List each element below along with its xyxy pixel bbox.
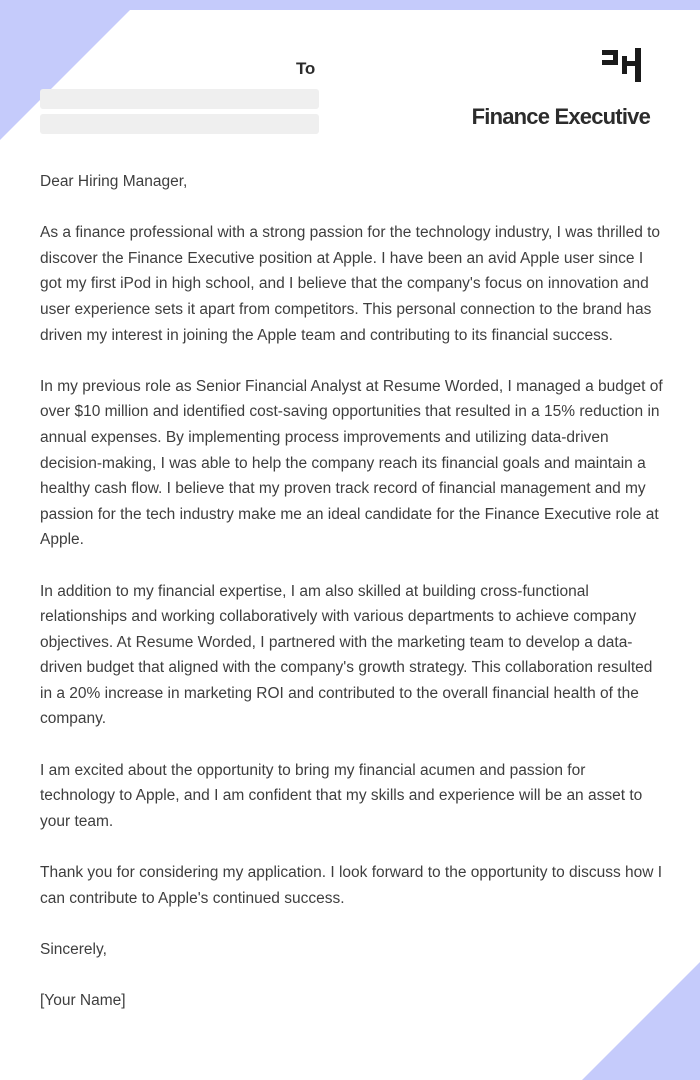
brand-logo-icon — [600, 46, 646, 84]
recipient-name-placeholder — [40, 89, 319, 109]
closing: Sincerely, — [40, 940, 107, 958]
letter-paragraph: As a finance professional with a strong passion for the technology industry, I was thrilled to discover the Finance Executive position at Apple. I have been an avid Apple user since I got my first iPod in high school, and I believe that the company's focus on innovation and user experience sets it apart from competitors. This personal connection to the brand has driven my interest in joining the Apple team and contributing to its financial success. — [40, 224, 661, 344]
letter-paragraph: In addition to my financial expertise, I am also skilled at building cross-functional relationships and working collaboratively with various departments to achieve company objectives. At Resume Worded, I partnered with the marketing team to develop a data-driven budget that aligned with the company's growth strategy. This collaboration resulted in a 20% increase in marketing ROI and contributed to the overall financial health of the company. — [40, 582, 653, 728]
letter-paragraph: Thank you for considering my application. I look forward to the opportunity to discuss how I can contribute to Apple's continued success. — [40, 864, 663, 907]
letter-paragraph: In my previous role as Senior Financial Analyst at Resume Worded, I managed a budget of over $10 million and identified cost-saving opportunities that resulted in a 15% reduction in annual expenses. By implementing process improvements and utilizing data-driven decision-making, I was able to help the company reach its financial goals and maintain a healthy cash flow. I believe that my proven track record of financial management and my passion for the tech industry make me an ideal candidate for the Finance Executive role at Apple. — [40, 377, 663, 549]
recipient-address-placeholder — [40, 114, 319, 134]
letter-paragraph: I am excited about the opportunity to bring my financial acumen and passion for technology to Apple, and I am confident that my skills and experience will be an asset to your team. — [40, 761, 643, 830]
salutation: Dear Hiring Manager, — [40, 173, 188, 190]
recipient-to-label: To — [296, 59, 316, 78]
letter-body — [40, 169, 664, 1014]
job-title-heading: Finance Executive — [471, 104, 650, 129]
signature: [Your Name] — [40, 992, 126, 1009]
